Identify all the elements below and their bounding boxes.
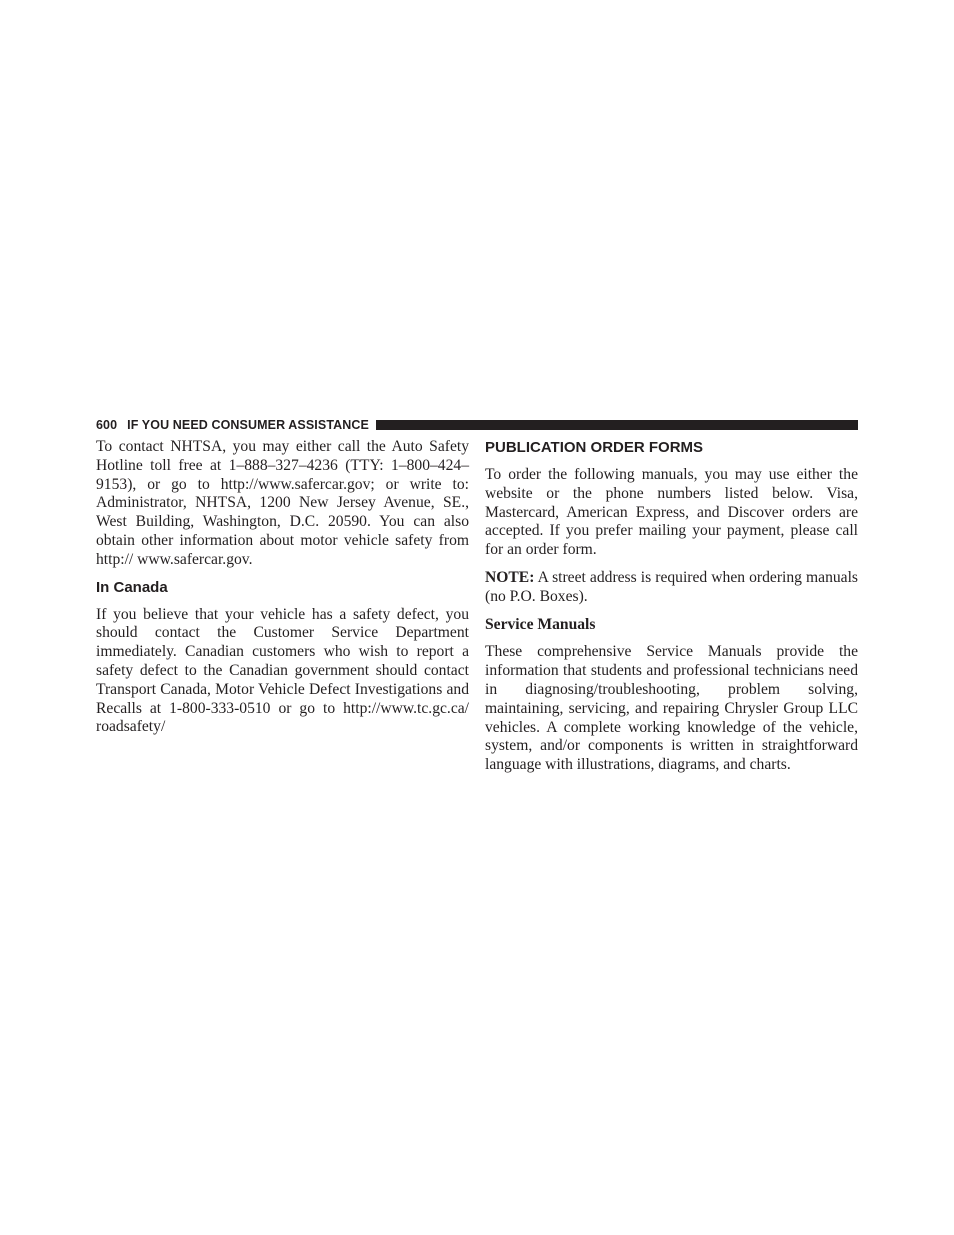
nhtsa-contact-paragraph: To contact NHTSA, you may either call the Auto Safety Hotline toll free at 1–888–327–4236 (TTY: 1–800–424– 9153), or go to http://www.safercar.gov; or write to: Administrator, NHTSA, 1200 New Jersey Avenue, SE., West Building, Washington, D.C. 20590. You can also obtain other information about motor vehicle safety from http:// www.safercar.gov.: [96, 438, 469, 568]
header-rule-bar: [376, 420, 858, 430]
page-header: [96, 417, 858, 433]
canada-paragraph: If you believe that your vehicle has a safety defect, you should contact the Customer Service Department immediately. Canadian customers who wish to report a safety defect to the Canadian government should contact Transport Canada, Motor Vehicle Defect Investigations and Recalls at 1-800-333-0510 or go to http://www.tc.gc.ca/ roadsafety/: [96, 605, 469, 736]
left-column: [96, 438, 469, 746]
publication-order-forms-heading: PUBLICATION ORDER FORMS: [485, 439, 704, 456]
note-label: NOTE:: [485, 568, 535, 586]
order-intro-paragraph: To order the following manuals, you may use either the website or the phone numbers listed below. Visa, Mastercard, American Express, and Discover orders are accepted. If you prefer mailing your payment, please call for an order form.: [485, 466, 858, 559]
in-canada-heading: In Canada: [96, 578, 168, 596]
note-text: A street address is required when ordering manuals (no P.O. Boxes).: [485, 568, 858, 605]
page-number: 600: [96, 418, 118, 432]
service-manuals-paragraph: These comprehensive Service Manuals provide the information that students and professional technicians need in diagnosing/troubleshooting, problem solving, maintaining, servicing, and repairing Chrysler Group LLC vehicles. A complete working knowledge of the vehicle, system, and/or components is written in straightforward language with illustrations, diagrams, and charts.: [485, 643, 858, 774]
section-title: IF YOU NEED CONSUMER ASSISTANCE: [127, 418, 369, 432]
right-column: [485, 438, 858, 784]
note-paragraph: [485, 569, 858, 607]
service-manuals-heading: Service Manuals: [485, 615, 596, 633]
